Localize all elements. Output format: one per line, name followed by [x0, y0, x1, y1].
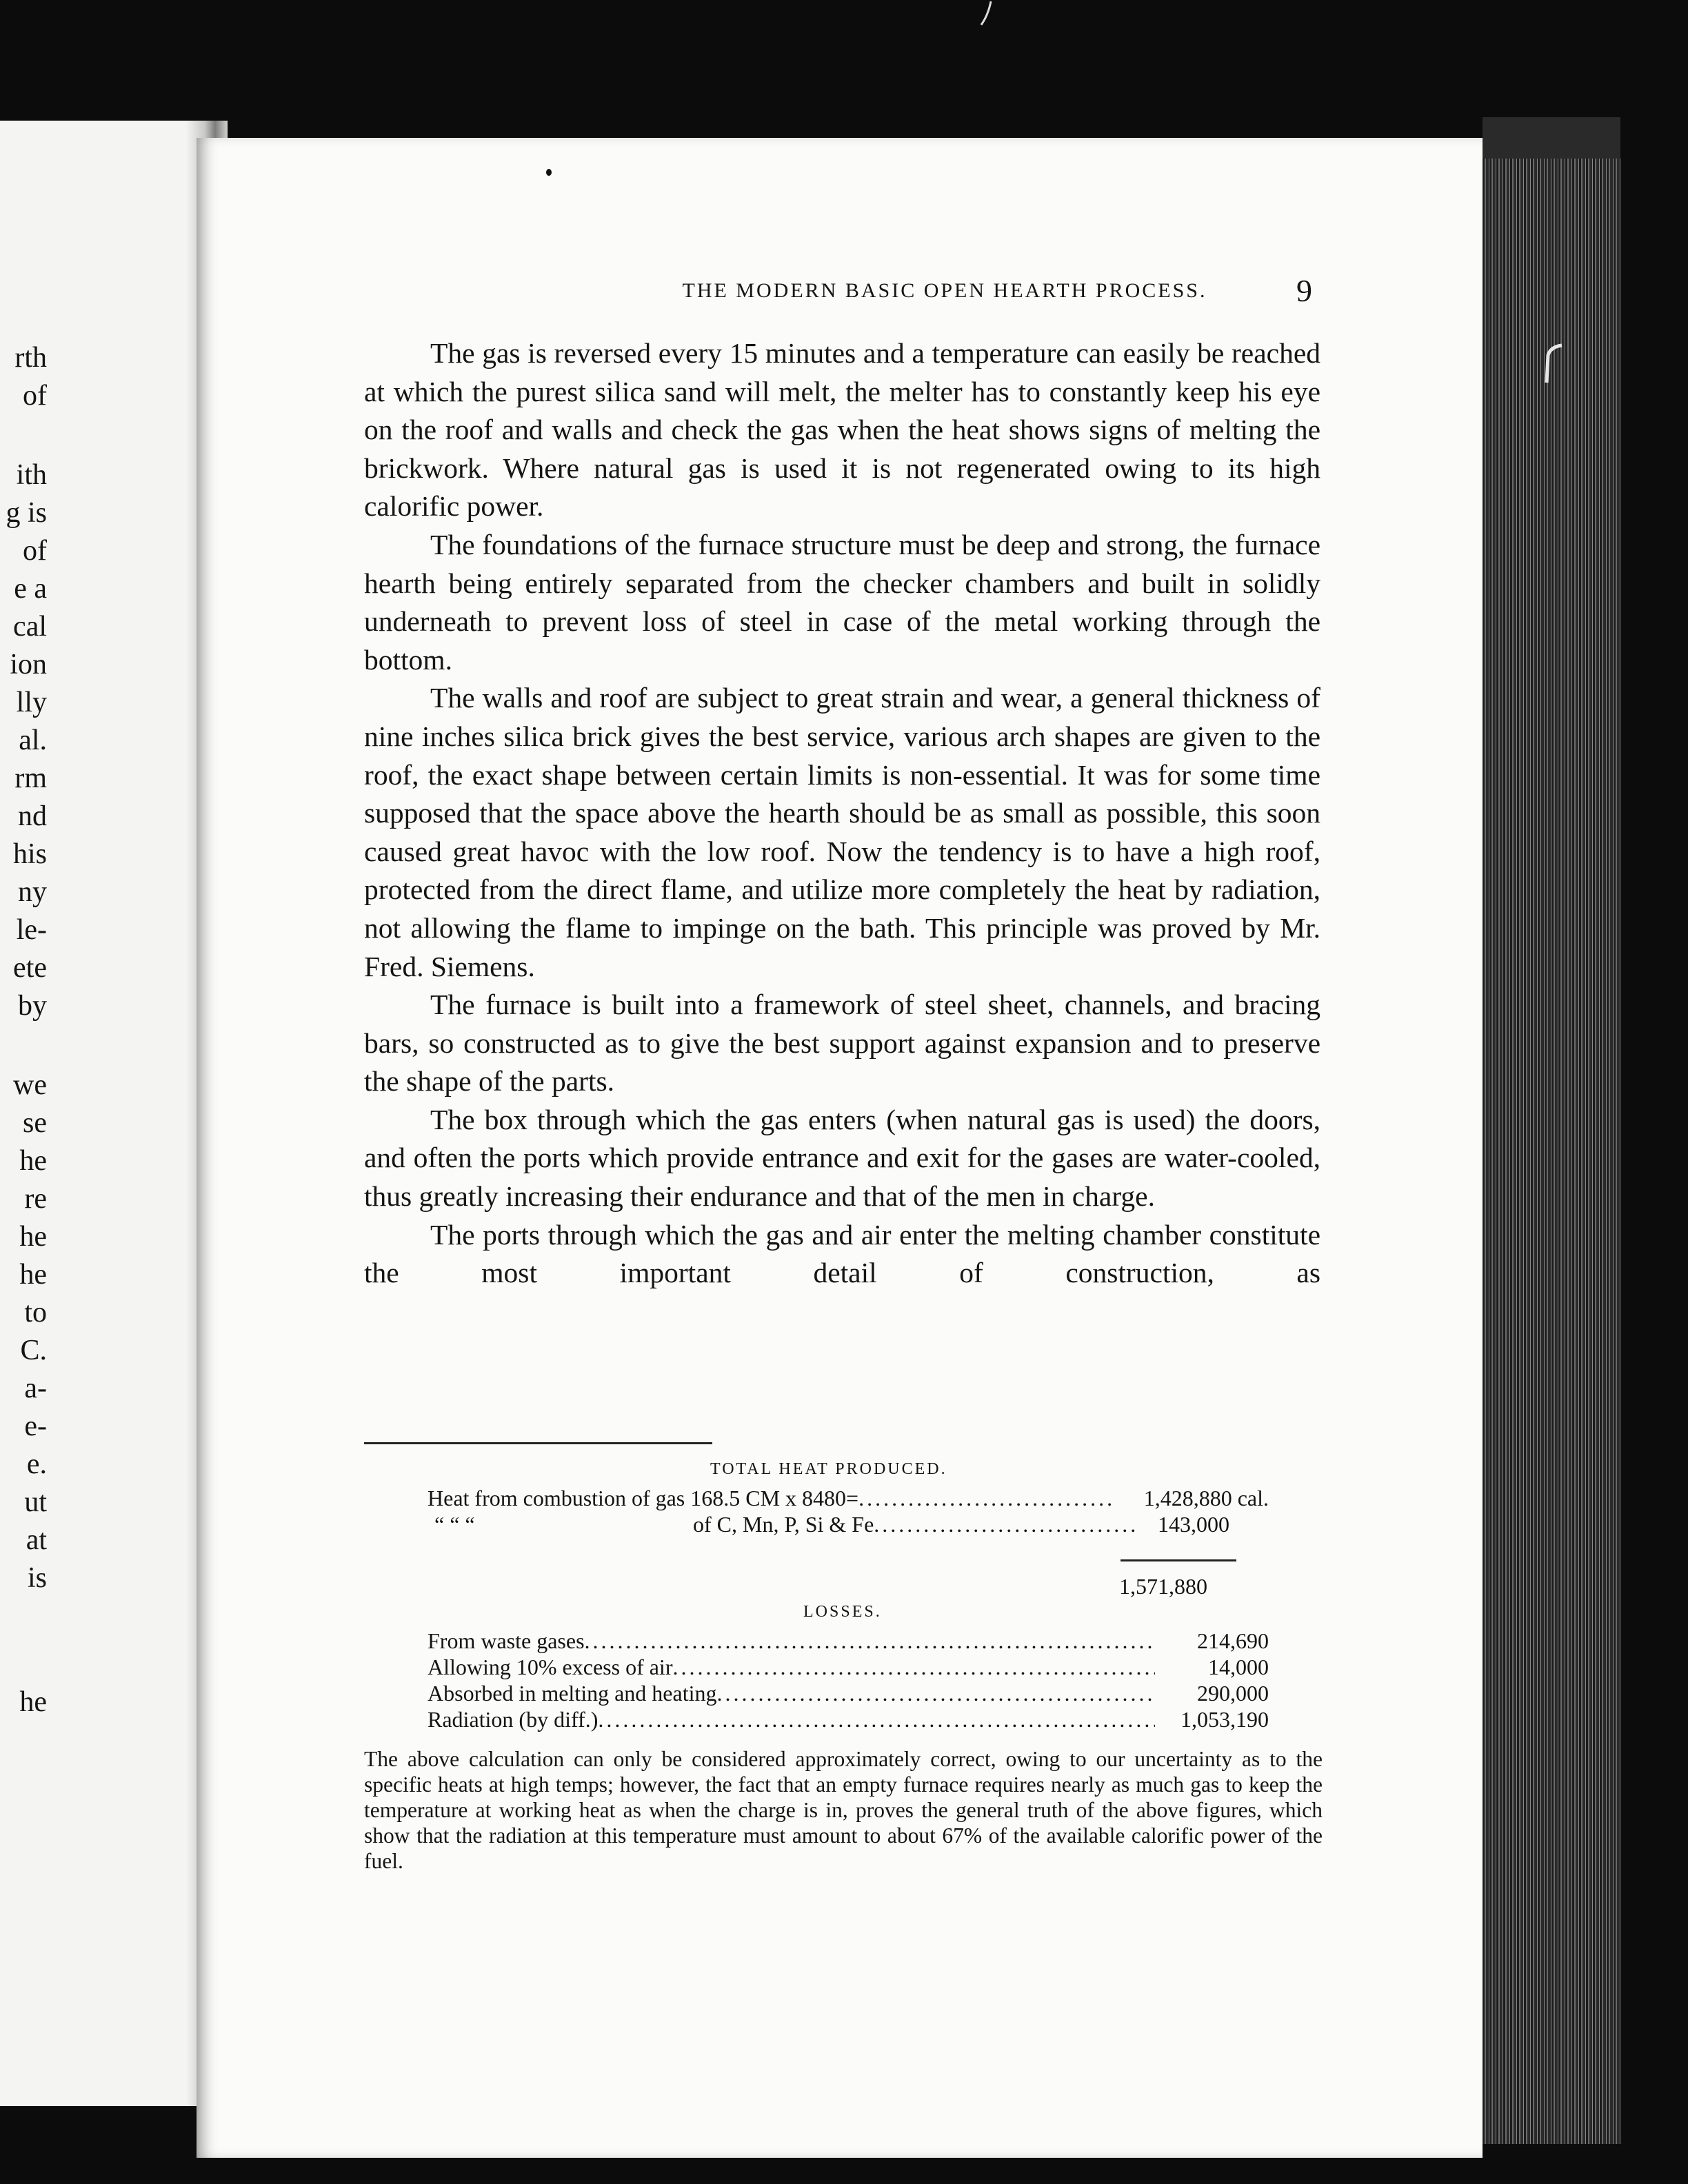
paragraph: The box through which the gas enters (when natural gas is used) the doors, and often the ports which provide entrance and exit for the gases are water-cooled, thus greatly increasing their endurance and that of the men in charge.	[364, 1103, 1320, 1213]
facing-page-fragment: ny	[18, 876, 47, 908]
facing-page-fragment: of	[23, 535, 47, 567]
facing-page-fragment: lly	[16, 687, 47, 718]
paragraph: The gas is reversed every 15 minutes and a temperature can easily be reached at which the purest silica sand will melt, the melter has to constantly keep his eye on the roof and walls and check the gas when the heat shows signs of melting the brickwork. Where natural gas is used it is not regenerated owing to its high calorific power.	[364, 337, 1320, 523]
facing-page-fragment: by	[18, 990, 47, 1022]
facing-page-fragment: rm	[14, 762, 47, 794]
leader-dots	[598, 1707, 1155, 1732]
facing-page-fragment: he	[19, 1221, 47, 1253]
facing-page-fragment: al.	[19, 725, 47, 756]
facing-page-fragment: a-	[24, 1373, 47, 1404]
loss-row	[428, 1628, 1269, 1654]
heat-row	[693, 1512, 1229, 1537]
heat-total: 1,571,880	[1119, 1574, 1207, 1599]
heat-heading: TOTAL HEAT PRODUCED.	[710, 1460, 947, 1478]
ink-dot	[546, 169, 552, 176]
facing-page-fragment: of	[23, 380, 47, 412]
ditto-marks: “ “ “	[434, 1512, 475, 1537]
facing-page-fragment: he	[19, 1686, 47, 1718]
facing-page-fragment: se	[23, 1107, 47, 1139]
facing-page-fragment: nd	[18, 800, 47, 832]
facing-page-fragment: rth	[14, 342, 47, 374]
paragraph: The ports through which the gas and air enter the melting chamber constitute the most important detail of construction, as	[364, 1218, 1320, 1289]
loss-amount: 14,000	[1208, 1655, 1269, 1679]
facing-page-fragment: ut	[24, 1486, 47, 1518]
heat-row-amount: 143,000	[1158, 1512, 1229, 1537]
facing-page-fragment: ion	[10, 649, 47, 680]
facing-page-fragment: re	[24, 1183, 47, 1215]
loss-label: From waste gases	[428, 1628, 585, 1653]
leader-dots	[874, 1512, 1136, 1537]
leader-dots	[858, 1486, 1114, 1511]
loss-amount: 1,053,190	[1180, 1707, 1269, 1732]
book-page	[197, 138, 1483, 2158]
body-text	[364, 334, 1320, 1293]
facing-page-fragment: e a	[14, 573, 47, 605]
page-number: 9	[1296, 273, 1312, 308]
loss-amount: 290,000	[1197, 1681, 1269, 1706]
facing-page-fragment: his	[12, 838, 47, 870]
facing-page-fragment: C.	[20, 1335, 47, 1366]
facing-page-fragment: ith	[16, 459, 47, 491]
loss-row	[428, 1707, 1269, 1732]
scan-mark-top	[976, 0, 996, 28]
facing-page-fragment: ete	[13, 952, 47, 984]
leader-dots	[716, 1681, 1155, 1706]
sum-rule	[1121, 1559, 1236, 1561]
loss-label: Absorbed in melting and heating	[428, 1681, 717, 1706]
heat-row-amount: 1,428,880 cal.	[1143, 1486, 1269, 1510]
facing-page-fragment: is	[27, 1562, 47, 1594]
facing-page-fragment: g is	[6, 497, 47, 529]
leader-dots	[672, 1655, 1155, 1680]
paragraph: The walls and roof are subject to great strain and wear, a general thickness of nine inches silica brick gives the best service, various arch shapes are given to the roof, the exact shape between certain limits is non-essential. It was for some time supposed that the space above the hearth should be as small as possible, this soon caused great havoc with the low roof. Now the tendency is to have a high roof, protected from the direct flame, and utilize more completely the heat by radiation, not allowing the flame to impinge on the bath. This principle was proved by Mr. Fred. Siemens.	[364, 682, 1320, 982]
footnote-note: The above calculation can only be considered approximately correct, owing to our uncertainty as to the specific heats at high temps; however, the fact that an empty furnace requires nearly as much gas to keep the temperature at working heat as when the charge is in, proves the general truth of the above figures, which show that the radiation at this temperature must amount to about 67% of the available calorific power of the fuel.	[364, 1747, 1323, 1873]
loss-label: Radiation (by diff.)	[428, 1707, 599, 1732]
book-page-edges	[1483, 117, 1620, 2144]
facing-page-fragment: he	[19, 1145, 47, 1177]
loss-amount: 214,690	[1197, 1628, 1269, 1653]
scan-mark-right	[1541, 341, 1569, 390]
facing-page-fragment: cal	[13, 611, 47, 643]
loss-row	[428, 1681, 1269, 1706]
facing-page-fragment: at	[26, 1524, 47, 1556]
leader-dots	[585, 1628, 1155, 1654]
heat-row	[428, 1486, 1269, 1511]
facing-page-fragment: we	[13, 1069, 47, 1101]
facing-page-fragment: he	[19, 1259, 47, 1291]
footnote-rule	[364, 1442, 712, 1444]
losses-heading: LOSSES.	[803, 1603, 882, 1621]
heat-row-label: Heat from combustion of gas 168.5 CM x 8480=	[428, 1486, 859, 1510]
book-cover-edge	[1483, 117, 1620, 159]
facing-page-fragment: to	[24, 1297, 47, 1328]
heat-row-label: of C, Mn, P, Si & Fe	[693, 1512, 874, 1537]
paragraph: The furnace is built into a framework of steel sheet, channels, and bracing bars, so constructed as to give the best support against expansion and to preserve the shape of the parts.	[364, 989, 1320, 1098]
loss-label: Allowing 10% excess of air	[428, 1655, 673, 1679]
loss-row	[428, 1655, 1269, 1680]
paragraph: The foundations of the furnace structure must be deep and strong, the furnace hearth being entirely separated from the checker chambers and built in solidly underneath to prevent loss of steel in case of the metal working through the bottom.	[364, 528, 1320, 676]
facing-page-fragment: e.	[26, 1448, 47, 1480]
running-head: THE MODERN BASIC OPEN HEARTH PROCESS.	[682, 279, 1207, 302]
facing-page-fragment: e-	[24, 1410, 47, 1442]
facing-page-fragment: le-	[16, 914, 47, 946]
